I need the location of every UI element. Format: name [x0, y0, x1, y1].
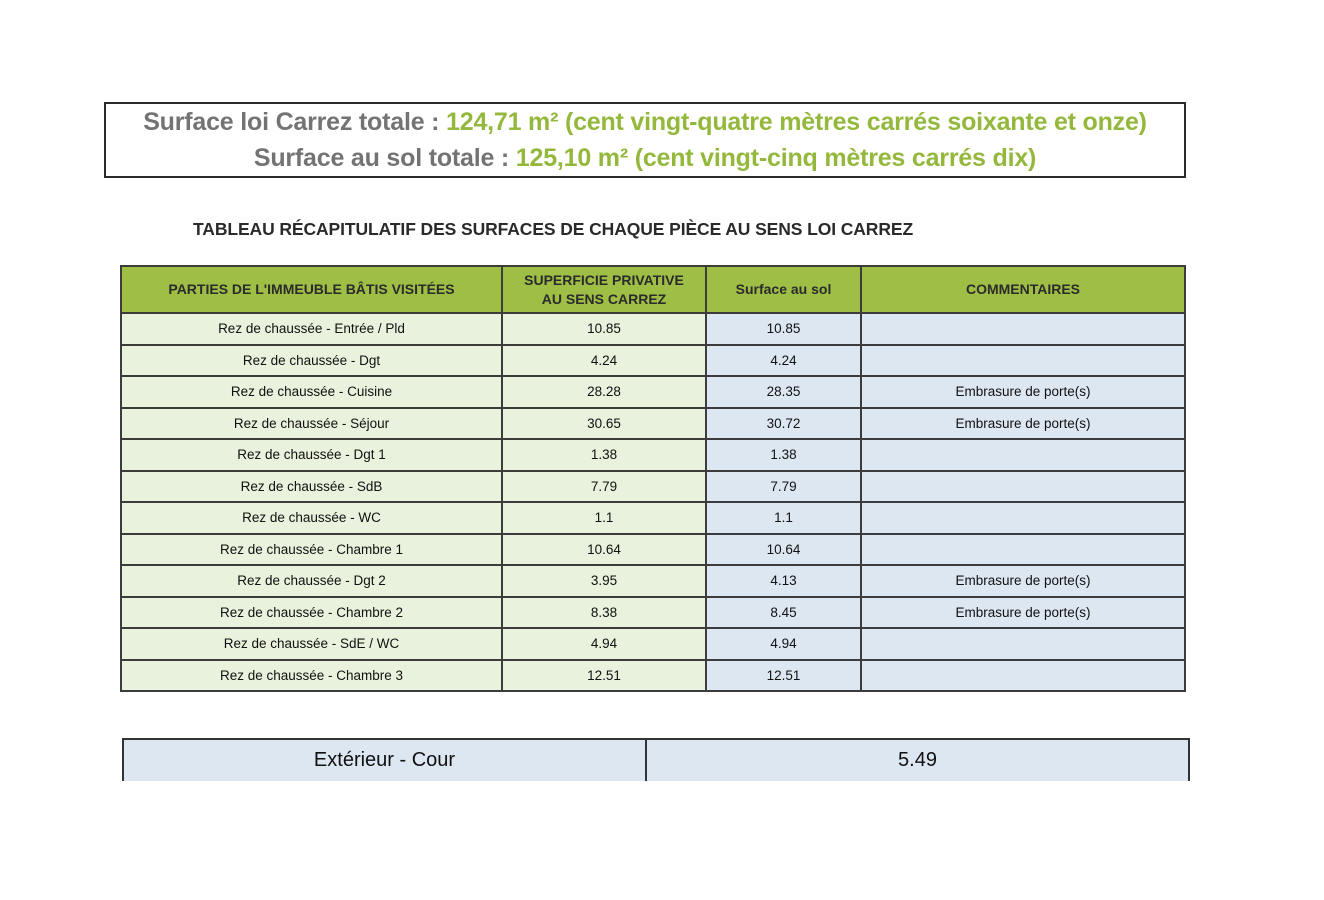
carrez-surface-cell: 4.24 — [502, 345, 706, 377]
carrez-surface-cell: 7.79 — [502, 471, 706, 503]
exterior-value: 5.49 — [646, 739, 1189, 781]
ground-surface-cell: 4.13 — [706, 565, 861, 597]
table-row — [121, 534, 1185, 566]
room-cell: Rez de chaussée - Chambre 3 — [121, 660, 502, 692]
carrez-surface-cell: 12.51 — [502, 660, 706, 692]
table-row — [121, 628, 1185, 660]
room-cell: Rez de chaussée - Chambre 2 — [121, 597, 502, 629]
carrez-surface-cell: 4.94 — [502, 628, 706, 660]
surface-summary-box — [104, 102, 1186, 178]
comment-cell — [861, 471, 1185, 503]
ground-surface-cell: 10.64 — [706, 534, 861, 566]
table-row — [121, 597, 1185, 629]
room-cell: Rez de chaussée - WC — [121, 502, 502, 534]
comment-cell — [861, 345, 1185, 377]
room-cell: Rez de chaussée - Dgt 1 — [121, 439, 502, 471]
exterior-table — [122, 738, 1190, 781]
comment-cell — [861, 628, 1185, 660]
exterior-row — [123, 739, 1189, 781]
header-carrez-line2: AU SENS CARREZ — [541, 290, 667, 307]
header-ground: Surface au sol — [706, 266, 861, 313]
table-row — [121, 408, 1185, 440]
rooms-surface-table — [120, 265, 1186, 692]
comment-cell — [861, 660, 1185, 692]
table-row — [121, 345, 1185, 377]
room-cell: Rez de chaussée - Dgt 2 — [121, 565, 502, 597]
table-row — [121, 471, 1185, 503]
ground-surface-cell: 10.85 — [706, 313, 861, 345]
room-cell: Rez de chaussée - SdE / WC — [121, 628, 502, 660]
carrez-surface-cell: 1.38 — [502, 439, 706, 471]
table-row — [121, 660, 1185, 692]
ground-total-line — [254, 140, 1036, 176]
carrez-surface-cell: 10.85 — [502, 313, 706, 345]
carrez-surface-cell: 30.65 — [502, 408, 706, 440]
table-row — [121, 502, 1185, 534]
ground-surface-cell: 12.51 — [706, 660, 861, 692]
carrez-surface-cell: 8.38 — [502, 597, 706, 629]
room-cell: Rez de chaussée - Chambre 1 — [121, 534, 502, 566]
carrez-surface-cell: 1.1 — [502, 502, 706, 534]
header-room: PARTIES DE L'IMMEUBLE BÂTIS VISITÉES — [121, 266, 502, 313]
header-carrez-line1: SUPERFICIE PRIVATIVE — [524, 271, 684, 288]
room-cell: Rez de chaussée - SdB — [121, 471, 502, 503]
ground-total-value: 125,10 m² (cent vingt-cinq mètres carrés dix) — [515, 144, 1037, 172]
carrez-surface-cell: 28.28 — [502, 376, 706, 408]
ground-surface-cell: 28.35 — [706, 376, 861, 408]
room-cell: Rez de chaussée - Cuisine — [121, 376, 502, 408]
comment-cell: Embrasure de porte(s) — [861, 597, 1185, 629]
ground-surface-cell: 1.1 — [706, 502, 861, 534]
comment-cell — [861, 439, 1185, 471]
carrez-surface-cell: 10.64 — [502, 534, 706, 566]
ground-surface-cell: 4.24 — [706, 345, 861, 377]
table-row — [121, 439, 1185, 471]
table-row — [121, 376, 1185, 408]
comment-cell — [861, 534, 1185, 566]
comment-cell — [861, 313, 1185, 345]
comment-cell: Embrasure de porte(s) — [861, 565, 1185, 597]
ground-surface-cell: 30.72 — [706, 408, 861, 440]
table-row — [121, 313, 1185, 345]
comment-cell: Embrasure de porte(s) — [861, 376, 1185, 408]
table-header-row — [121, 266, 1185, 313]
ground-surface-cell: 7.79 — [706, 471, 861, 503]
ground-total-label: Surface au sol totale : — [253, 144, 516, 172]
header-carrez — [502, 266, 706, 313]
carrez-total-label: Surface loi Carrez totale : — [143, 108, 447, 136]
header-comments: COMMENTAIRES — [861, 266, 1185, 313]
comment-cell — [861, 502, 1185, 534]
carrez-total-line — [143, 104, 1147, 140]
table-row — [121, 565, 1185, 597]
comment-cell: Embrasure de porte(s) — [861, 408, 1185, 440]
table-title: TABLEAU RÉCAPITULATIF DES SURFACES DE CHAQUE PIÈCE AU SENS LOI CARREZ — [193, 219, 914, 239]
room-cell: Rez de chaussée - Entrée / Pld — [121, 313, 502, 345]
carrez-total-value: 124,71 m² (cent vingt-quatre mètres carrés soixante et onze) — [446, 108, 1147, 136]
ground-surface-cell: 8.45 — [706, 597, 861, 629]
ground-surface-cell: 4.94 — [706, 628, 861, 660]
exterior-label: Extérieur - Cour — [123, 739, 646, 781]
ground-surface-cell: 1.38 — [706, 439, 861, 471]
room-cell: Rez de chaussée - Séjour — [121, 408, 502, 440]
carrez-surface-cell: 3.95 — [502, 565, 706, 597]
room-cell: Rez de chaussée - Dgt — [121, 345, 502, 377]
